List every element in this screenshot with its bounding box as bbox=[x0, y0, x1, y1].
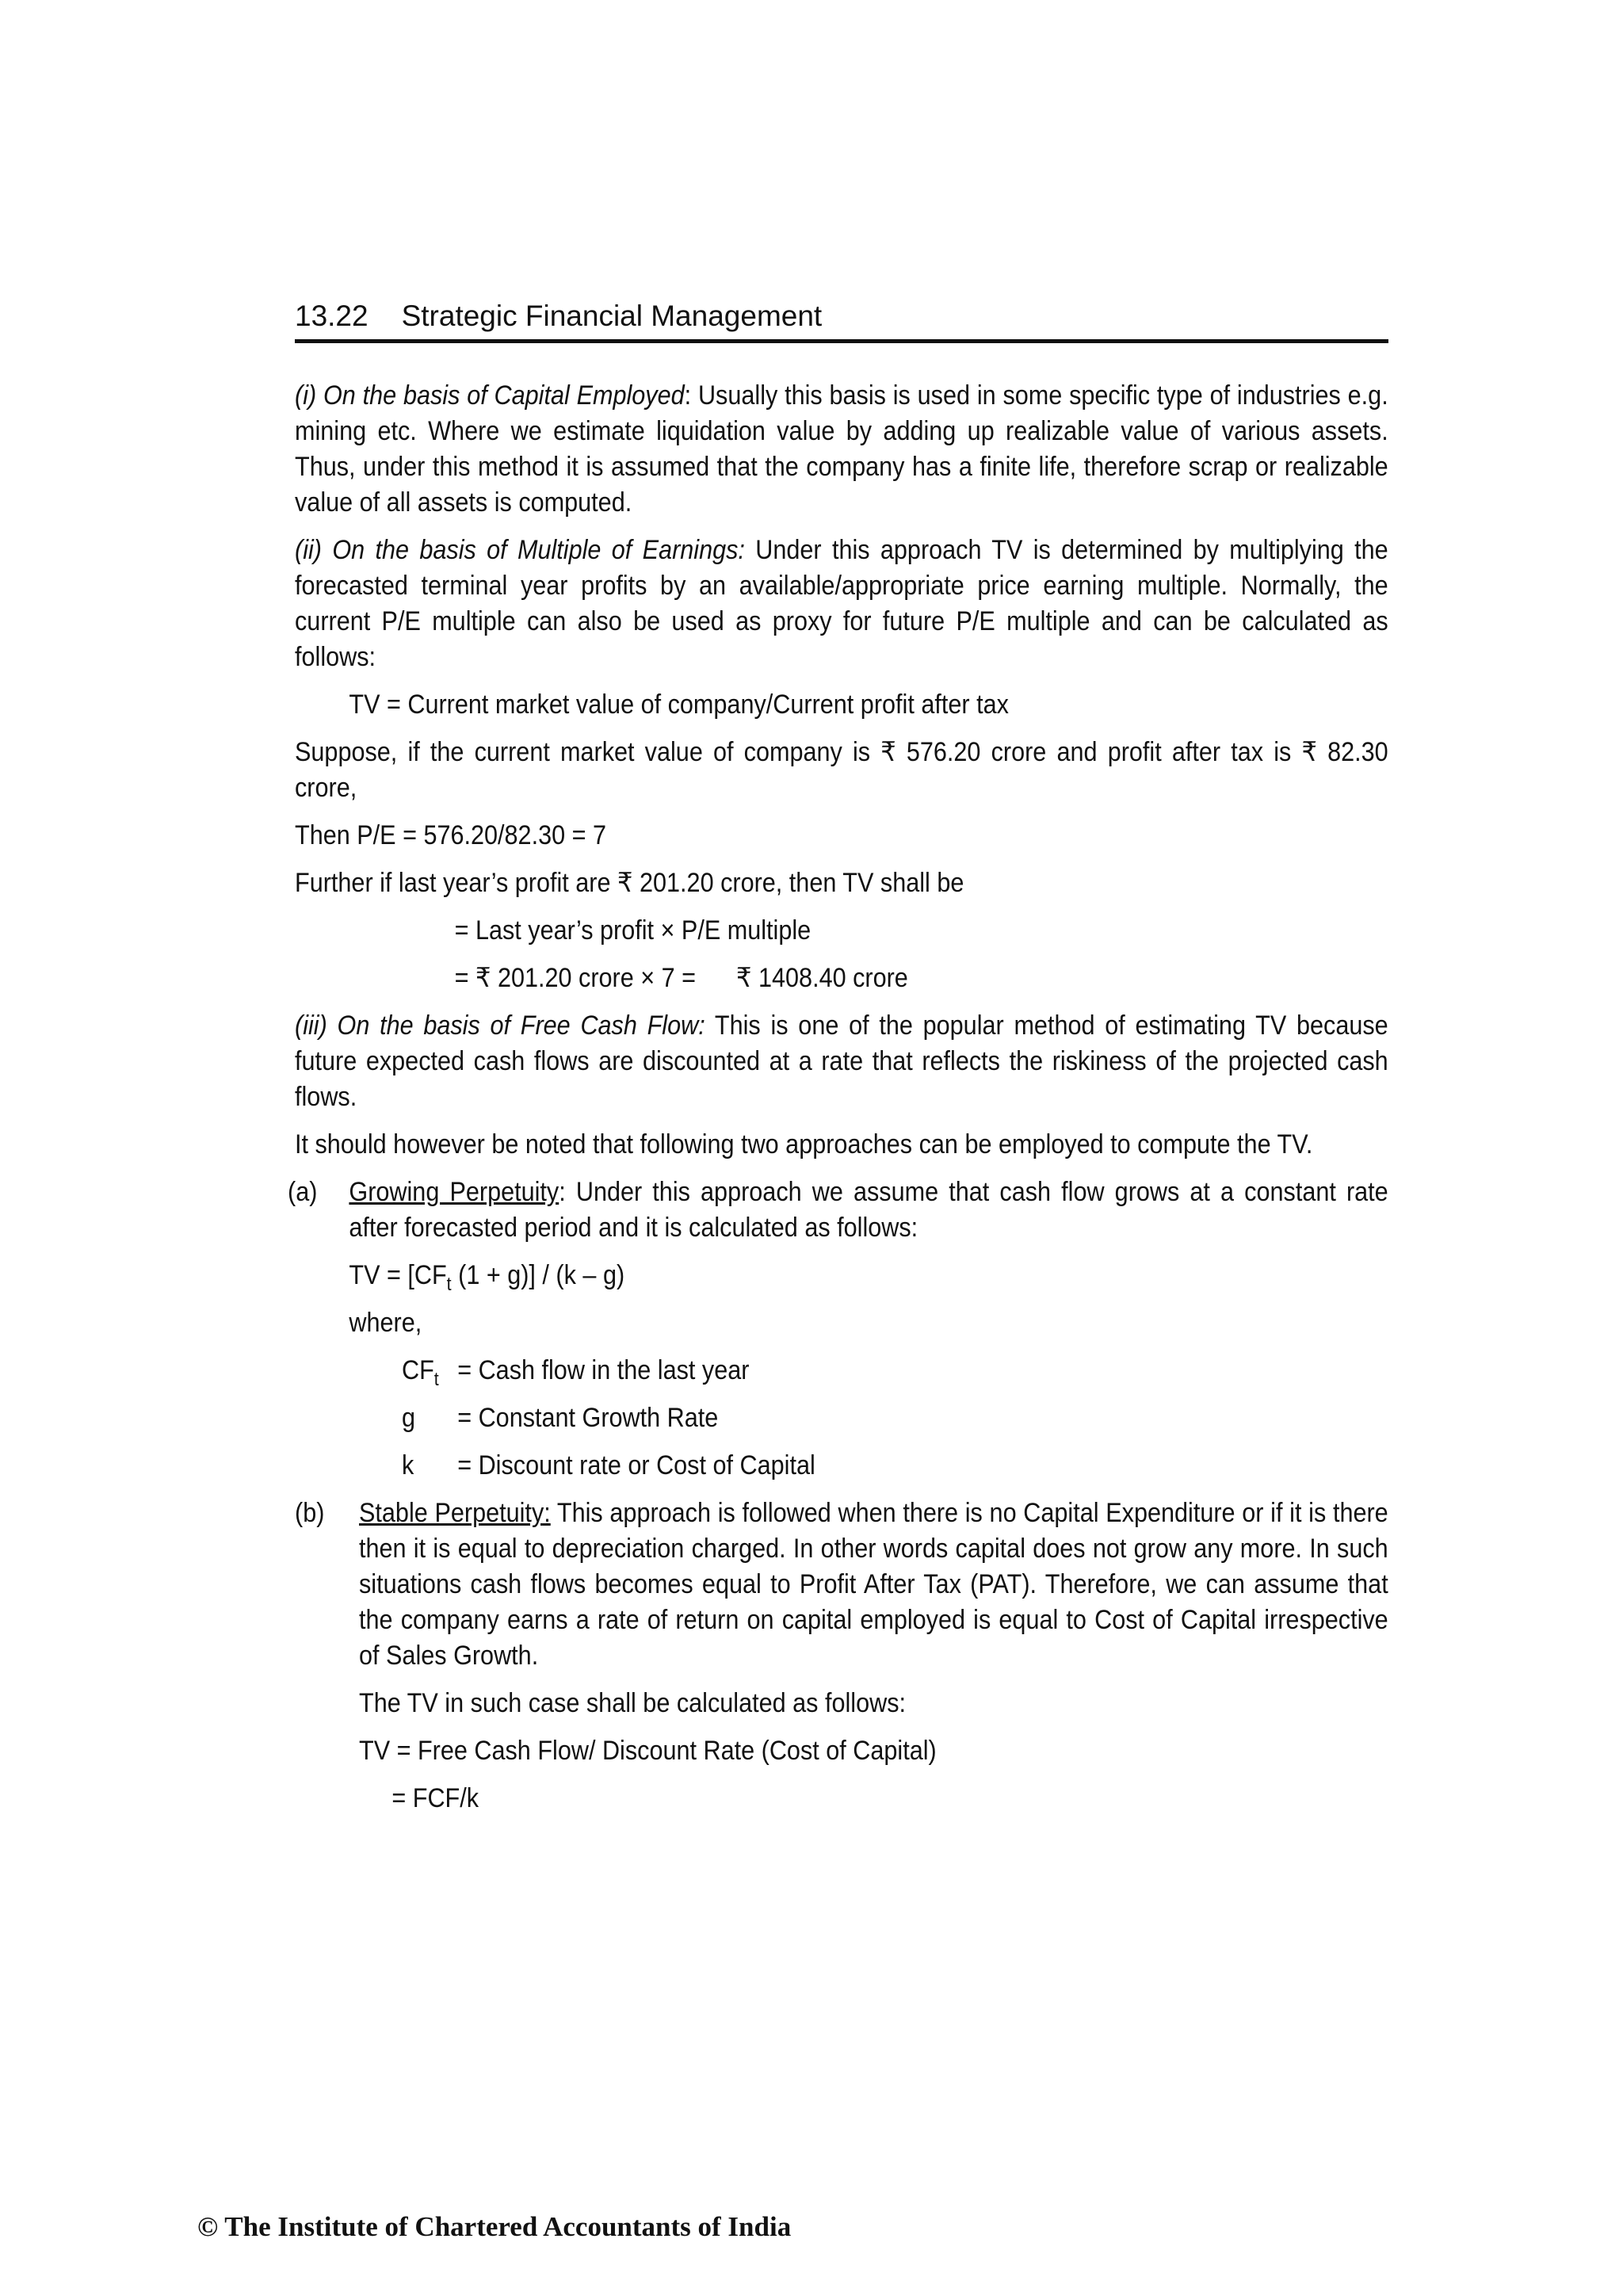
definition-symbol: k bbox=[402, 1450, 414, 1480]
list-marker: (b) bbox=[295, 1498, 325, 1528]
further-text: Further if last year’s profit are ₹ 201.20 crore, then TV shall be bbox=[295, 868, 964, 898]
paragraph-multiple-of-earnings bbox=[295, 533, 1388, 675]
calc-line-2: = ₹ 201.20 crore × 7 = ₹ 1408.40 crore bbox=[454, 963, 908, 993]
growing-perpetuity-text bbox=[349, 1175, 1388, 1246]
page-header bbox=[295, 293, 1388, 343]
item-title: Stable Perpetuity: bbox=[359, 1498, 551, 1528]
paragraph-lead: (ii) On the basis of Multiple of Earnings: bbox=[295, 535, 745, 565]
formula-stable-2: = FCF/k bbox=[391, 1783, 479, 1813]
item-text: This approach is followed when there is no Capital Expenditure or if it is there then it is equal to depreciation charged. In other words capital does not grow any more. In such situations cash flows becomes equal to Profit After Tax (PAT). Therefore, we can assume that the company earns a rate of return on capital employed is equal to Cost of Capital irrespective of Sales Growth. bbox=[359, 1498, 1388, 1671]
page-content bbox=[288, 293, 1388, 1828]
paragraph-free-cash-flow bbox=[295, 1008, 1388, 1115]
definition-symbol: $CF_t$ bbox=[402, 1355, 439, 1390]
book-title: Strategic Financial Management bbox=[401, 300, 823, 332]
formula-subscript: t bbox=[446, 1274, 452, 1295]
paragraph-text: This is one of the popular method of estimating TV because future expected cash flows are discounted at a rate that reflects the riskiness of the projected cash flows. bbox=[295, 1010, 1388, 1112]
list-item-growing-perpetuity bbox=[288, 1175, 1388, 1341]
paragraph-lead: (iii) On the basis of Free Cash Flow: bbox=[295, 1010, 705, 1041]
formula-part: (1 + g)] / (k – g) bbox=[451, 1260, 625, 1290]
suppose-text: Suppose, if the current market value of company is ₹ 576.20 crore and profit after tax is ₹ 82.30 crore, bbox=[295, 737, 1388, 803]
stable-perpetuity-text bbox=[359, 1496, 1388, 1674]
definition-row bbox=[295, 1353, 1388, 1389]
approaches-text: It should however be noted that following two approaches can be employed to compute the TV. bbox=[295, 1129, 1313, 1159]
definition-meaning: = Constant Growth Rate bbox=[457, 1403, 719, 1433]
list-item-content bbox=[295, 1496, 1388, 1817]
calc-line-1: = Last year’s profit × P/E multiple bbox=[454, 915, 812, 946]
item-title: Growing Perpetuity bbox=[349, 1177, 559, 1207]
paragraph-text: : Usually this basis is used in some specific type of industries e.g. mining etc. Where we estimate liquidation value by adding up realizable value of various assets. Thus, under this method it is assumed that the company has a finite life, therefore scrap or realizable value of all assets is computed. bbox=[295, 380, 1388, 518]
definition-symbol: g bbox=[402, 1403, 416, 1433]
paragraph-capital-employed bbox=[295, 378, 1388, 521]
definition-row bbox=[295, 1400, 1388, 1436]
list-item-stable-perpetuity bbox=[295, 1496, 1388, 1817]
page-number: 13.22 bbox=[295, 300, 369, 332]
list-marker: (a) bbox=[288, 1177, 318, 1207]
where-label: where, bbox=[349, 1308, 422, 1338]
definition-row bbox=[295, 1448, 1388, 1484]
item-text: : Under this approach we assume that cash flow grows at a constant rate after forecasted period and it is calculated as follows: bbox=[349, 1177, 1388, 1243]
copyright-footer: © The Institute of Chartered Accountants of India bbox=[197, 2211, 792, 2242]
formula-pe: TV = Current market value of company/Current profit after tax bbox=[349, 690, 1009, 720]
definition-meaning: = Cash flow in the last year bbox=[457, 1355, 750, 1385]
formula-part: TV = [CF bbox=[349, 1260, 447, 1290]
paragraph-lead: (i) On the basis of Capital Employed bbox=[295, 380, 685, 411]
formula-growing-perpetuity bbox=[349, 1258, 1388, 1293]
body-text bbox=[288, 378, 1388, 1817]
definition-meaning: = Discount rate or Cost of Capital bbox=[457, 1450, 815, 1480]
formula-stable-1: TV = Free Cash Flow/ Discount Rate (Cost of Capital) bbox=[359, 1736, 937, 1766]
then-pe: Then P/E = 576.20/82.30 = 7 bbox=[295, 820, 607, 850]
paragraph-text: Under this approach TV is determined by multiplying the forecasted terminal year profits by an available/appropriate price earning multiple. Normally, the current P/E multiple can also be used as proxy for future P/E multiple and can be calculated as follows: bbox=[295, 535, 1388, 672]
list-item-content bbox=[295, 1175, 1388, 1341]
calc-intro: The TV in such case shall be calculated as follows: bbox=[359, 1688, 907, 1718]
